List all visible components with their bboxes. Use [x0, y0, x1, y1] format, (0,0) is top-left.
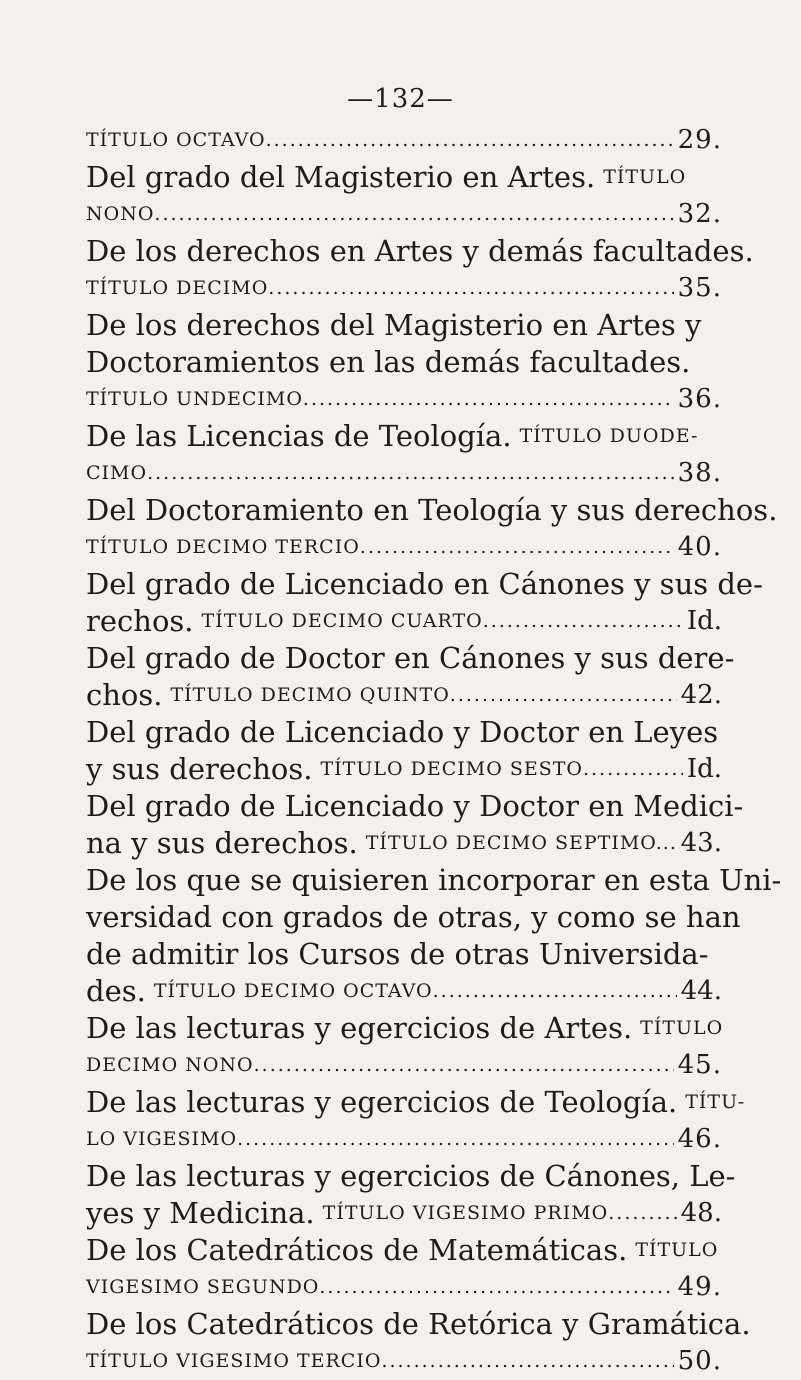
toc-line-text: De los derechos en Artes y demás facultades.: [86, 234, 754, 268]
toc-line-text: De los Catedráticos de Retórica y Gramática.: [86, 1307, 751, 1341]
toc-line: [86, 566, 763, 603]
table-of-contents: [86, 122, 782, 1380]
toc-line: [86, 492, 778, 529]
toc-page-number: 48.: [680, 1198, 722, 1228]
toc-line: [86, 307, 722, 344]
toc-line-text: VIGESIMO SEGUNDO: [86, 1276, 320, 1298]
toc-line: [86, 233, 754, 270]
toc-title-label: TÍTULO DECIMO OCTAVO: [153, 980, 433, 1002]
toc-line-text: LO VIGESIMO: [86, 1128, 238, 1150]
toc-title-label: TÍTULO: [603, 166, 687, 188]
toc-line-text: De las lecturas y egercicios de Cánones, Le-: [86, 1159, 736, 1193]
dot-leader: [147, 455, 674, 492]
toc-line-text: De los Catedráticos de Matemáticas.: [86, 1233, 628, 1267]
toc-line-text: TÍTULO OCTAVO: [86, 129, 266, 151]
toc-page-number: 35.: [677, 273, 722, 303]
toc-line: [86, 640, 735, 677]
dot-leader: [154, 196, 673, 233]
toc-page-number: 36.: [677, 384, 722, 414]
toc-line: [86, 455, 722, 492]
toc-line-text: chos.: [86, 678, 163, 712]
dot-leader: [254, 1047, 674, 1084]
toc-page-number: 29.: [677, 125, 722, 155]
toc-line-text: des.: [86, 974, 146, 1008]
toc-line-text: De las lecturas y egercicios de Artes.: [86, 1011, 633, 1045]
toc-line: [86, 418, 722, 455]
toc-line: [86, 714, 722, 751]
dot-leader: [450, 677, 677, 714]
toc-line-text: De los derechos del Magisterio en Artes y: [86, 308, 702, 342]
toc-title-label: TÍTULO: [640, 1017, 724, 1039]
toc-line: [86, 899, 741, 936]
toc-line-text: rechos.: [86, 604, 194, 638]
toc-line: [86, 825, 722, 862]
dot-leader: [360, 529, 674, 566]
toc-page-number: 38.: [677, 458, 722, 488]
toc-page-number: 40.: [677, 532, 722, 562]
toc-title-label: TÍTU-: [685, 1091, 746, 1113]
toc-line-text: TÍTULO DECIMO: [86, 277, 269, 299]
toc-line: [86, 344, 722, 381]
dot-leader: [670, 825, 677, 862]
toc-page-number: Id.: [686, 606, 722, 636]
toc-line-text: TÍTULO VIGESIMO TERCIO: [86, 1350, 382, 1372]
toc-line: [86, 603, 722, 640]
toc-line: [86, 1121, 722, 1158]
toc-line: [86, 196, 722, 233]
toc-line-text: y sus derechos.: [86, 752, 313, 786]
toc-line: [86, 381, 722, 418]
toc-page-number: 46.: [677, 1124, 722, 1154]
dot-leader: [237, 1121, 674, 1158]
toc-line: [86, 159, 722, 196]
toc-line: [86, 529, 722, 566]
toc-line: [86, 122, 722, 159]
toc-page-number: 49.: [677, 1272, 722, 1302]
toc-line-text: CIMO: [86, 462, 148, 484]
toc-line-text: NONO: [86, 203, 155, 225]
toc-line: [86, 1343, 722, 1380]
toc-line: [86, 1195, 722, 1232]
toc-line: [86, 862, 782, 899]
toc-line-text: na y sus derechos.: [86, 826, 358, 860]
toc-line-text: yes y Medicina.: [86, 1196, 315, 1230]
dot-leader: [303, 381, 674, 418]
toc-page-number: 42.: [680, 680, 722, 710]
toc-page-number: 32.: [677, 199, 722, 229]
toc-line: [86, 936, 722, 973]
toc-title-label: TÍTULO DECIMO SEPTIMO..: [365, 832, 670, 854]
toc-line-text: De las lecturas y egercicios de Teología.: [86, 1085, 678, 1119]
dot-leader: [381, 1343, 673, 1380]
toc-page-number: Id.: [686, 754, 722, 784]
toc-line: [86, 1269, 722, 1306]
toc-title-label: TÍTULO: [635, 1239, 719, 1261]
toc-line-text: Del grado de Licenciado y Doctor en Leyes: [86, 715, 719, 749]
dot-leader: [319, 1269, 673, 1306]
dot-leader: [583, 751, 683, 788]
toc-page-number: 50.: [677, 1346, 722, 1376]
toc-line: [86, 1306, 751, 1343]
toc-line-text: De los que se quisieren incorporar en esta Uni-: [86, 863, 782, 897]
dot-leader: [433, 973, 677, 1010]
dot-leader: [608, 1195, 676, 1232]
toc-title-label: TÍTULO DECIMO CUARTO: [201, 610, 483, 632]
toc-line-text: Del grado de Doctor en Cánones y sus dere-: [86, 641, 735, 675]
toc-line: [86, 677, 722, 714]
toc-line: [86, 1232, 722, 1269]
dot-leader: [483, 603, 683, 640]
toc-title-label: TÍTULO DUODE-: [519, 425, 699, 447]
toc-line-text: TÍTULO DECIMO TERCIO: [86, 536, 360, 558]
toc-title-label: TÍTULO DECIMO SESTO: [320, 758, 583, 780]
toc-page-number: 45.: [677, 1050, 722, 1080]
toc-line-text: Del grado de Licenciado y Doctor en Medici-: [86, 789, 744, 823]
toc-line: [86, 751, 722, 788]
toc-title-label: TÍTULO VIGESIMO PRIMO: [322, 1202, 609, 1224]
toc-line: [86, 1010, 722, 1047]
toc-line: [86, 1047, 722, 1084]
toc-line: [86, 1158, 736, 1195]
toc-line-text: TÍTULO UNDECIMO: [86, 388, 303, 410]
toc-page-number: 43.: [680, 828, 722, 858]
toc-line: [86, 1084, 746, 1121]
toc-line: [86, 270, 722, 307]
toc-line: [86, 788, 744, 825]
toc-page-number: 44.: [680, 976, 722, 1006]
toc-line-text: Del Doctoramiento en Teología y sus derechos.: [86, 493, 778, 527]
toc-title-label: TÍTULO DECIMO QUINTO: [170, 684, 450, 706]
toc-line-text: Del grado del Magisterio en Artes.: [86, 160, 596, 194]
dot-leader: [266, 122, 674, 159]
toc-line-text: Doctoramientos en las demás facultades.: [86, 345, 691, 379]
toc-line: [86, 973, 722, 1010]
toc-line-text: Del grado de Licenciado en Cánones y sus de-: [86, 567, 763, 601]
toc-line-text: de admitir los Cursos de otras Universida-: [86, 937, 709, 971]
dot-leader: [268, 270, 673, 307]
page-number: —132—: [347, 84, 454, 114]
toc-line-text: De las Licencias de Teología.: [86, 419, 512, 453]
toc-line-text: versidad con grados de otras, y como se han: [86, 900, 741, 934]
toc-line-text: DECIMO NONO: [86, 1054, 254, 1076]
